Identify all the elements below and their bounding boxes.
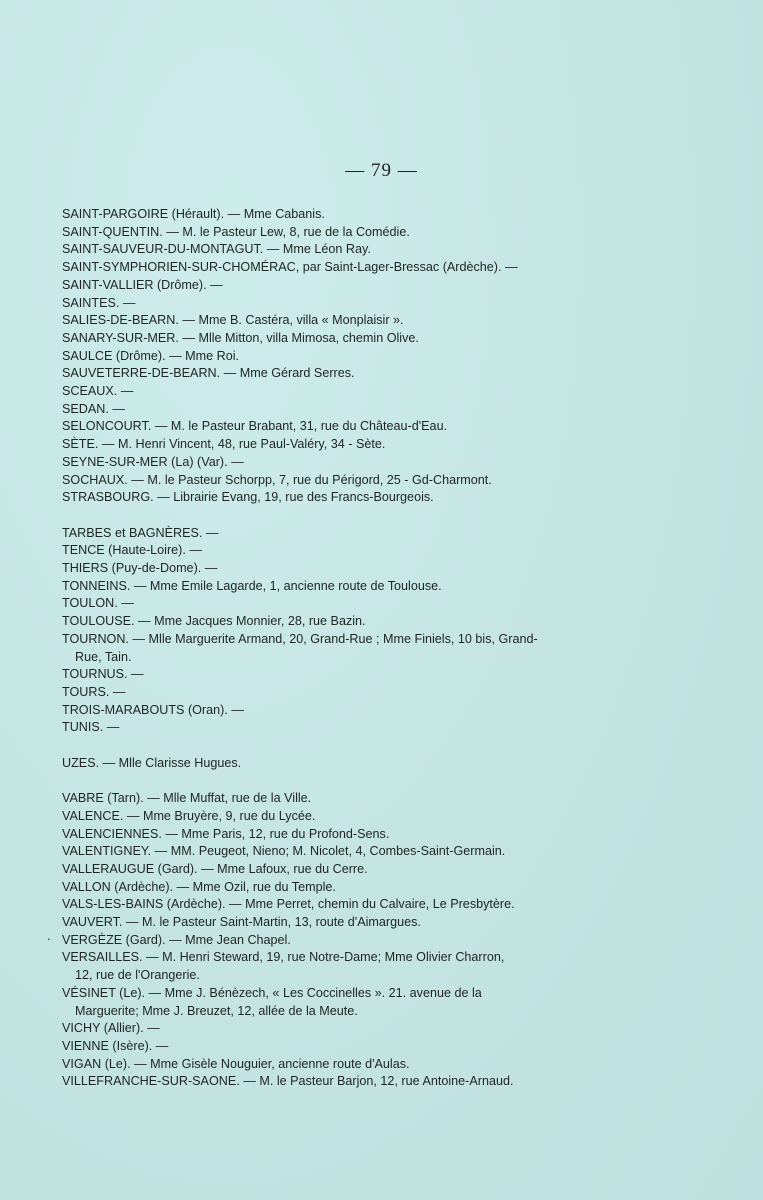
directory-entry: VALLERAUGUE (Gard). — Mme Lafoux, rue du Cerre. — [62, 861, 368, 876]
directory-entry: SAINT-QUENTIN. — M. le Pasteur Lew, 8, rue de la Comédie. — [62, 224, 410, 239]
directory-entry: TOURNUS. — — [62, 667, 144, 682]
directory-entry: SEDAN. — — [62, 401, 125, 416]
directory-entry: SAINT-SAUVEUR-DU-MONTAGUT. — Mme Léon Ray. — [62, 242, 371, 257]
directory-entry: VALENCE. — Mme Bruyère, 9, rue du Lycée. — [62, 808, 316, 823]
directory-entry: VALS-LES-BAINS (Ardèche). — Mme Perret, chemin du Calvaire, Le Presbytère. — [62, 897, 515, 912]
directory-entry: TROIS-MARABOUTS (Oran). — — [62, 702, 244, 717]
directory-entry: VICHY (Allier). — — [62, 1021, 160, 1036]
directory-entry: TOURNON. — Mlle Marguerite Armand, 20, Grand-Rue ; Mme Finiels, 10 bis, Grand- — [62, 631, 538, 646]
directory-entry: VÉSINET (Le). — Mme J. Bénèzech, « Les Coccinelles ». 21. avenue de la — [62, 985, 482, 1000]
directory-entry: Rue, Tain. — [75, 649, 132, 664]
directory-entry: 12, rue de l'Orangerie. — [75, 968, 200, 983]
directory-entry: VIGAN (Le). — Mme Gisèle Nouguier, ancienne route d'Aulas. — [62, 1056, 410, 1071]
section-gap — [62, 772, 592, 790]
directory-entry: VALLON (Ardèche). — Mme Ozil, rue du Temple. — [62, 879, 336, 894]
page-number: — 79 — — [345, 160, 418, 181]
directory-entry: SAULCE (Drôme). — Mme Roi. — [62, 348, 240, 363]
directory-entry: TARBES et BAGNÈRES. — — [62, 525, 219, 540]
directory-entry: SELONCOURT. — M. le Pasteur Brabant, 31, rue du Château-d'Eau. — [62, 419, 448, 434]
directory-entry: SCEAUX. — — [62, 384, 134, 399]
directory-entry: TONNEINS. — Mme Emile Lagarde, 1, ancienne route de Toulouse. — [62, 578, 442, 593]
directory-entry: VALENCIENNES. — Mme Paris, 12, rue du Profond-Sens. — [62, 826, 390, 841]
directory-entry: SAINT-VALLIER (Drôme). — — [62, 277, 223, 292]
section-gap — [62, 737, 592, 755]
directory-entry: VERSAILLES. — M. Henri Steward, 19, rue Notre-Dame; Mme Olivier Charron, — [62, 950, 505, 965]
directory-entry: TOURS. — — [62, 684, 126, 699]
directory-entry: SAINTES. — — [62, 295, 136, 310]
directory-entry: SANARY-SUR-MER. — Mlle Mitton, villa Mimosa, chemin Olive. — [62, 330, 419, 345]
directory-entry: Marguerite; Mme J. Breuzet, 12, allée de la Meute. — [75, 1003, 358, 1018]
directory-entry: VILLEFRANCHE-SUR-SAONE. — M. le Pasteur Barjon, 12, rue Antoine-Arnaud. — [62, 1074, 514, 1089]
directory-entry: UZES. — Mlle Clarisse Hugues. — [62, 755, 242, 770]
directory-entry: VABRE (Tarn). — Mlle Muffat, rue de la Ville. — [62, 791, 312, 806]
directory-entry: TUNIS. — — [62, 720, 120, 735]
directory-entry: THIERS (Puy-de-Dome). — — [62, 561, 218, 576]
directory-entry: SAUVETERRE-DE-BEARN. — Mme Gérard Serres. — [62, 366, 355, 381]
directory-entry: SAINT-SYMPHORIEN-SUR-CHOMÉRAC, par Saint-Lager-Bressac (Ardèche). — — [62, 260, 518, 275]
directory-entry: SALIES-DE-BEARN. — Mme B. Castéra, villa « Monplaisir ». — [62, 313, 404, 328]
directory-entry: VALENTIGNEY. — MM. Peugeot, Nieno; M. Nicolet, 4, Combes-Saint-Germain. — [62, 844, 506, 859]
margin-mark: . — [47, 928, 51, 943]
directory-entries — [62, 206, 592, 1091]
directory-entry: TENCE (Haute-Loire). — — [62, 543, 202, 558]
directory-entry: SAINT-PARGOIRE (Hérault). — Mme Cabanis. — [62, 207, 325, 221]
directory-entry: VERGÈZE (Gard). — Mme Jean Chapel. — [62, 932, 291, 947]
directory-entry: SEYNE-SUR-MER (La) (Var). — — [62, 454, 244, 469]
directory-entry: TOULOUSE. — Mme Jacques Monnier, 28, rue Bazin. — [62, 614, 366, 629]
directory-entry: SÈTE. — M. Henri Vincent, 48, rue Paul-Valéry, 34 - Sète. — [62, 437, 386, 452]
directory-entry: TOULON. — — [62, 596, 134, 611]
directory-entry: STRASBOURG. — Librairie Evang, 19, rue des Francs-Bourgeois. — [62, 490, 434, 505]
directory-entry: VAUVERT. — M. le Pasteur Saint-Martin, 13, route d'Aimargues. — [62, 915, 421, 930]
directory-entry: VIENNE (Isère). — — [62, 1039, 169, 1053]
section-gap — [62, 507, 592, 525]
directory-entry: SOCHAUX. — M. le Pasteur Schorpp, 7, rue du Périgord, 25 - Gd-Charmont. — [62, 472, 492, 487]
